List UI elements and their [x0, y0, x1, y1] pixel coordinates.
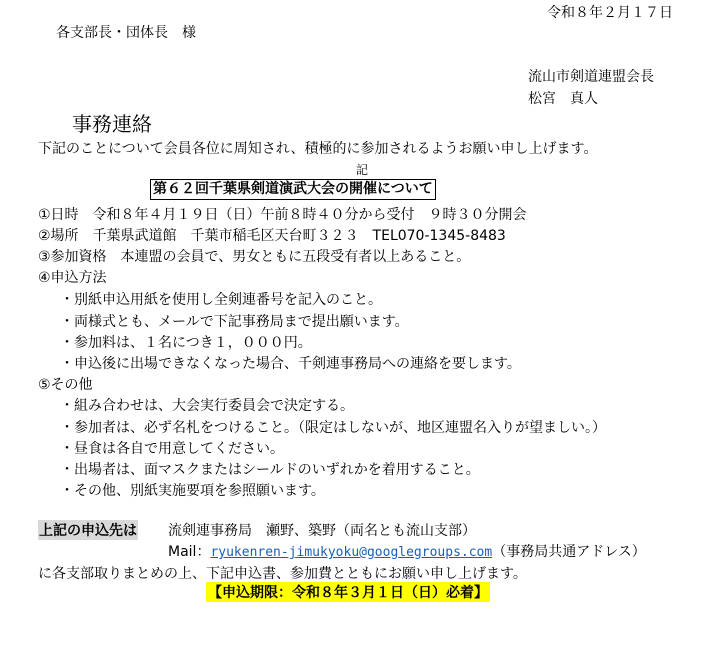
mail-link[interactable]: ryukenren-jimukyoku@googlegroups.com	[210, 545, 493, 560]
application-contact: 流剣連事務局 瀬野、築野（両名とも流山支部）	[168, 523, 476, 539]
other-line: ・昼食は各自で用意してください。	[60, 441, 284, 457]
other-line: ・組み合わせは、大会実行委員会で決定する。	[60, 398, 354, 414]
deadline-highlight: 【申込期限：令和８年３月１日（日）必着】	[206, 582, 490, 602]
mail-line	[168, 541, 646, 561]
document-date: 令和８年２月１７日	[547, 5, 673, 21]
other-line: ・出場者は、面マスクまたはシールドのいずれかを着用すること。	[60, 462, 480, 478]
item-other-heading: ⑤その他	[38, 377, 93, 393]
other-line: ・その他、別紙実施要項を参照願います。	[60, 483, 325, 499]
ki-marker: 記	[356, 163, 369, 177]
closing-text: に各支部取りまとめの上、下記申込書、参加費とともにお願い申し上げます。	[38, 566, 527, 582]
method-line: ・参加料は、１名につき１，０００円。	[60, 335, 312, 351]
sender-organization: 流山市剣道連盟会長	[528, 69, 654, 85]
item-datetime: ①日時 令和８年４月１９日（日）午前８時４０分から受付 ９時３０分開会	[38, 207, 527, 223]
subject-heading: 第６２回千葉県剣道演武大会の開催について	[150, 179, 436, 200]
document-title: 事務連絡	[72, 112, 152, 136]
other-line: ・参加者は、必ず名札をつけること。（限定はしないが、地区連盟名入りが望ましい。）	[60, 420, 606, 436]
method-line: ・両様式とも、メールで下記事務局まで提出願います。	[60, 314, 409, 330]
item-qualification: ③参加資格 本連盟の会員で、男女ともに五段受有者以上あること。	[38, 249, 471, 265]
mail-prefix: Mail：	[168, 544, 211, 560]
method-line: ・別紙申込用紙を使用し全剣連番号を記入のこと。	[60, 292, 382, 308]
application-label: 上記の申込先は	[38, 520, 138, 540]
item-method-heading: ④申込方法	[38, 270, 107, 286]
intro-text: 下記のことについて会員各位に周知され、積極的に参加されるようお願い申し上げます。	[38, 141, 598, 157]
addressee: 各支部長・団体長 様	[56, 25, 196, 41]
item-place: ②場所 千葉県武道館 千葉市稲毛区天台町３２３ TEL070-1345-8483	[38, 228, 506, 244]
method-line: ・申込後に出場できなくなった場合、千剣連事務局への連絡を要します。	[60, 356, 521, 372]
sender-name: 松宮 真人	[528, 91, 598, 107]
mail-note: （事務局共通アドレス）	[492, 544, 646, 560]
